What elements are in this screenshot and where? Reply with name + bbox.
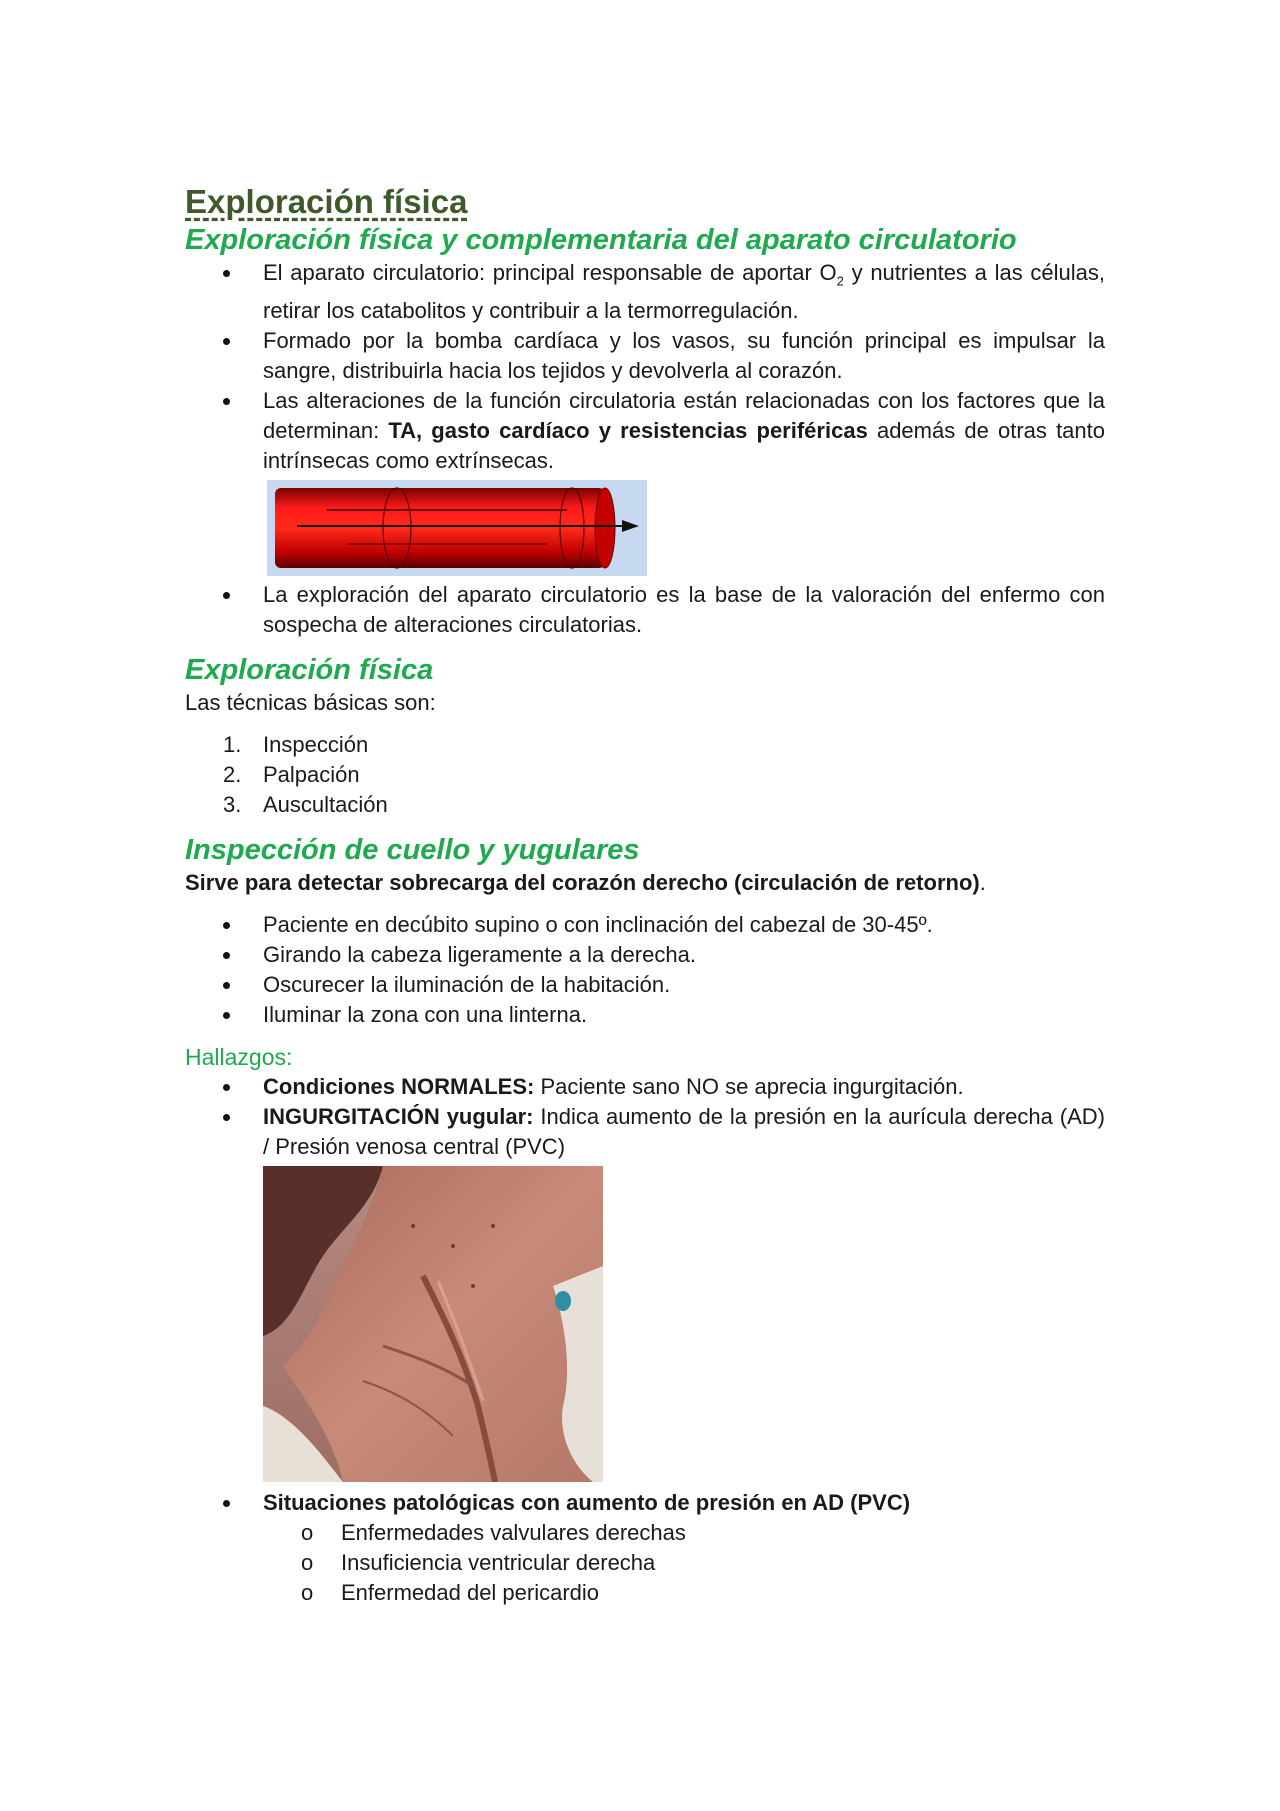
list-item: Formado por la bomba cardíaca y los vasos, su función principal es impulsar la sangre, distribuirla hacia los tejidos y devolverla al corazón. — [263, 326, 1105, 386]
sub-list-item: o Enfermedades valvulares derechas — [301, 1520, 686, 1546]
jugular-distension-photo — [263, 1166, 603, 1482]
list-item: Situaciones patológicas con aumento de presión en AD (PVC) — [263, 1488, 1105, 1518]
hallazgos-heading: Hallazgos: — [185, 1044, 293, 1071]
sub-list-item: o Insuficiencia ventricular derecha — [301, 1550, 656, 1576]
list-item: 3. Auscultación — [223, 792, 388, 818]
circulatorio-list-cont — [185, 580, 1105, 640]
page-title: Exploración física — [185, 183, 468, 220]
blood-vessel-illustration — [267, 480, 647, 576]
list-item: Girando la cabeza ligeramente a la derecha. — [263, 940, 1105, 970]
sub-list-item: o Enfermedad del pericardio — [301, 1580, 600, 1606]
section-heading-circulatorio: Exploración física y complementaria del aparato circulatorio — [185, 224, 1017, 256]
list-item: Iluminar la zona con una linterna. — [263, 1000, 1105, 1030]
section-heading-cuello: Inspección de cuello y yugulares — [185, 834, 640, 867]
list-item: Oscurecer la iluminación de la habitación. — [263, 970, 1105, 1000]
section-heading-exploracion: Exploración física — [185, 654, 434, 687]
list-item: Condiciones NORMALES: Paciente sano NO se aprecia ingurgitación. — [263, 1072, 1105, 1102]
circulatorio-list — [185, 258, 1105, 476]
patologicas-list — [185, 1488, 1105, 1518]
document-page — [185, 170, 1105, 1608]
list-item: El aparato circulatorio: principal responsable de aportar $O_2$ y nutrientes a las células, retirar los catabolitos y contribuir a la termorregulación. — [263, 258, 1105, 326]
blood-vessel-image — [267, 480, 647, 576]
hallazgos-list — [185, 1072, 1105, 1162]
list-item: 2. Palpación — [223, 762, 360, 788]
list-item: Las alteraciones de la función circulatoria están relacionadas con los factores que la determinan: TA, gasto cardíaco y resistencias periféricas además de otras tanto intrínsecas como extrínsecas. — [263, 386, 1105, 476]
patologicas-sublist — [185, 1518, 1105, 1608]
cuello-lead: Sirve para detectar sobrecarga del corazón derecho (circulación de retorno). — [185, 870, 986, 896]
list-item: La exploración del aparato circulatorio es la base de la valoración del enfermo con sospecha de alteraciones circulatorias. — [263, 580, 1105, 640]
cuello-steps-list — [185, 910, 1105, 1030]
list-item: Paciente en decúbito supino o con inclinación del cabezal de 30-45º. — [263, 910, 1105, 940]
neck-photo-image — [263, 1166, 603, 1482]
techniques-list — [185, 730, 1105, 820]
list-item: INGURGITACIÓN yugular: Indica aumento de la presión en la aurícula derecha (AD) / Presión venosa central (PVC) — [263, 1102, 1105, 1162]
list-item: 1. Inspección — [223, 732, 369, 758]
techniques-intro: Las técnicas básicas son: — [185, 690, 436, 716]
